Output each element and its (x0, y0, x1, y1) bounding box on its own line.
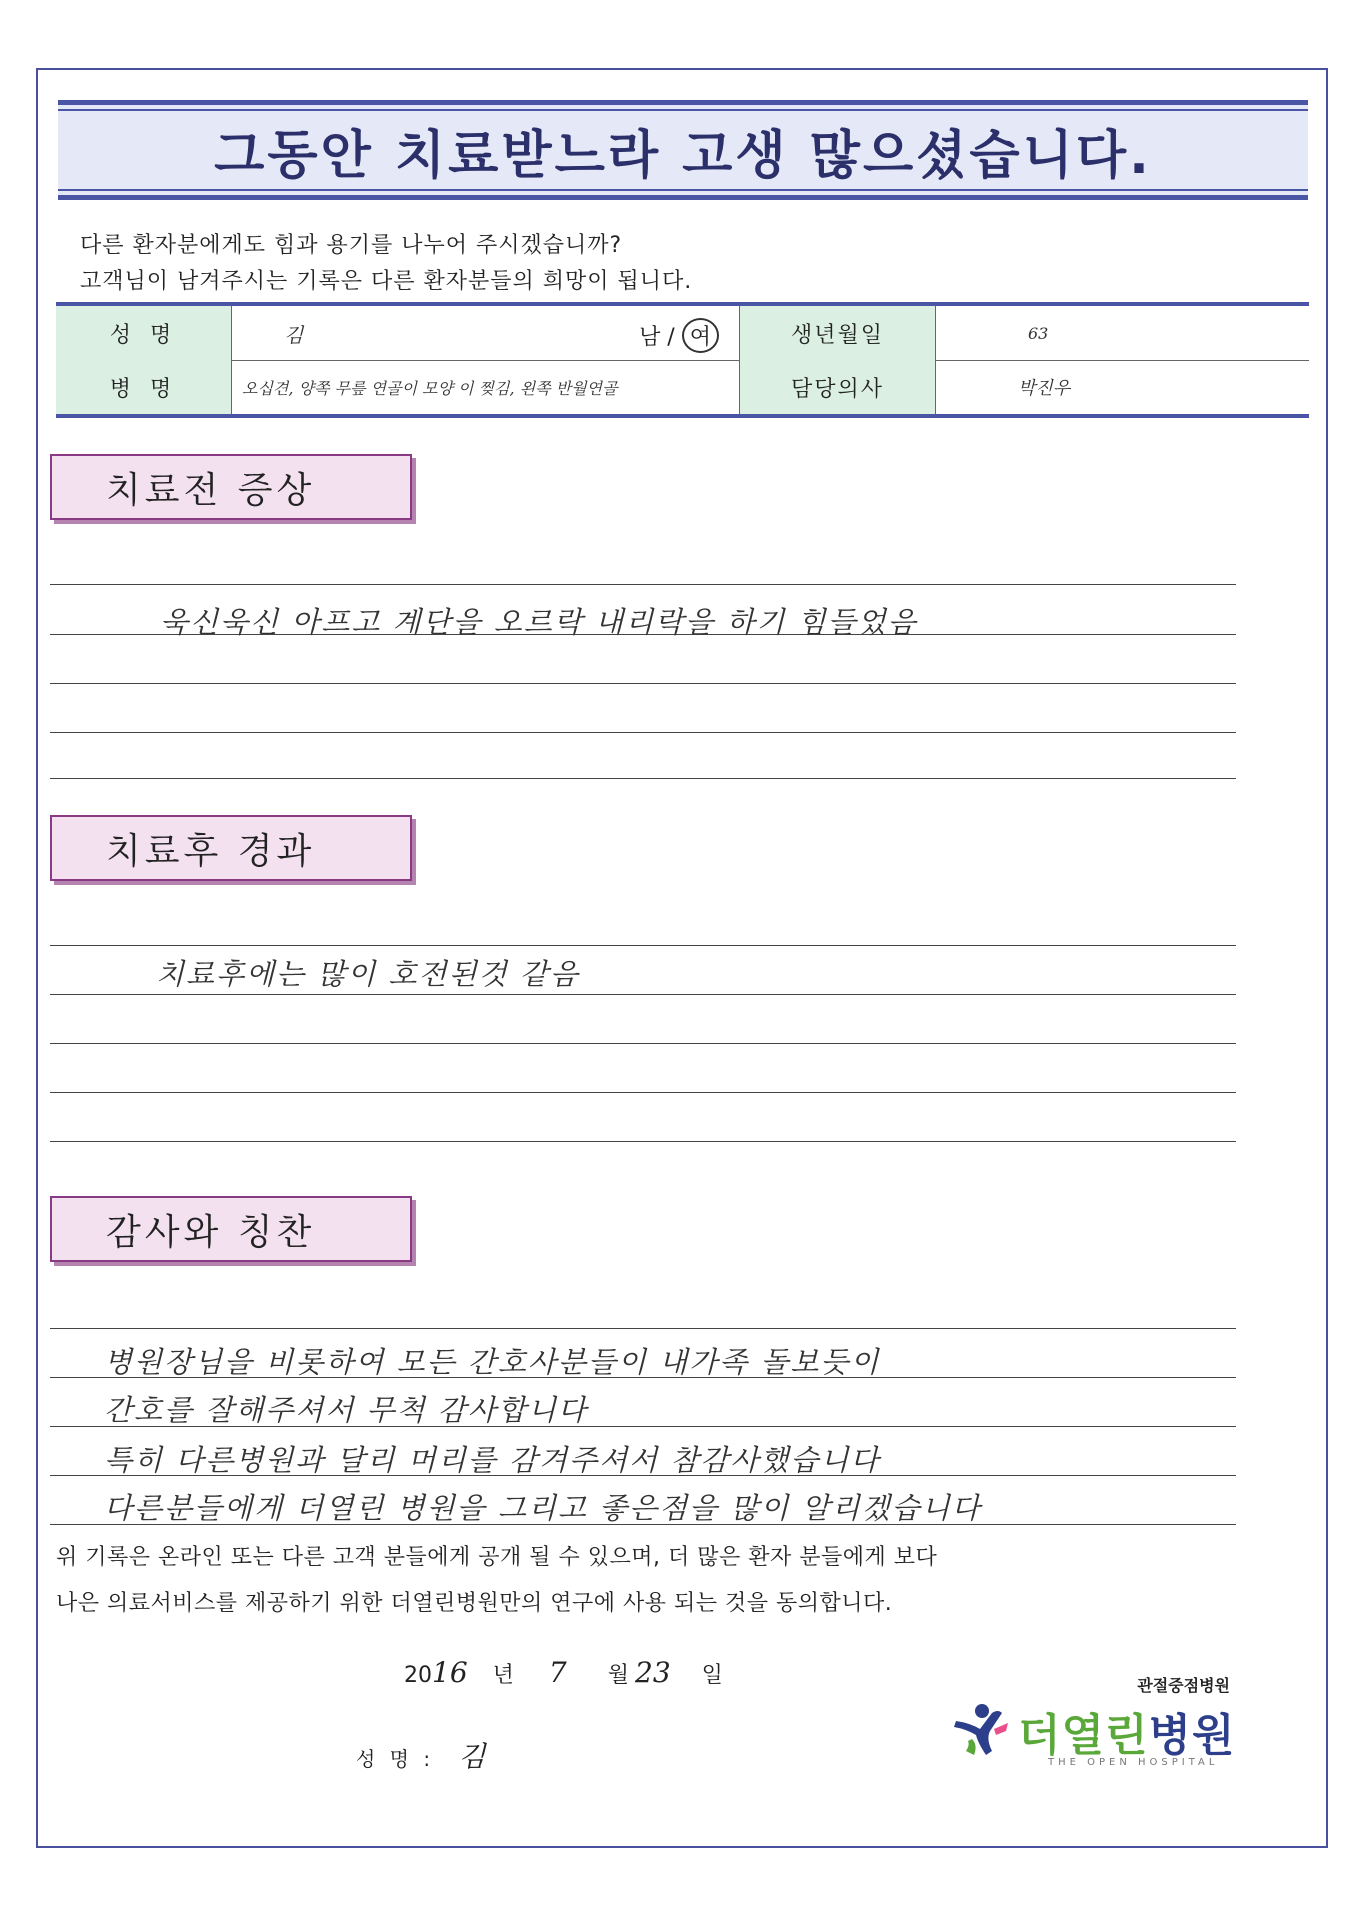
date-line (404, 1656, 723, 1689)
writing-line (50, 945, 1236, 946)
name-label: 성 명 (56, 306, 232, 360)
signature-value[interactable]: 김 (458, 1740, 486, 1773)
writing-line (50, 994, 1236, 995)
writing-line (50, 1328, 1236, 1329)
thanks-line-4[interactable]: 다른분들에게 더열린 병원을 그리고 좋은점을 많이 알리겠습니다 (104, 1491, 982, 1525)
doctor-value: 박진우 (1018, 378, 1071, 399)
writing-line (50, 683, 1236, 684)
signature-line (356, 1735, 486, 1775)
year-prefix: 20 (404, 1663, 432, 1688)
day-value[interactable]: 23 (635, 1656, 671, 1689)
birth-label: 생년월일 (740, 306, 936, 360)
logo-tagline: 관절중점병원 (1137, 1676, 1230, 1695)
gender-field[interactable] (639, 318, 719, 353)
title-banner (58, 100, 1308, 200)
info-row-name (56, 306, 1309, 361)
after-treatment-text[interactable]: 치료후에는 많이 호전된것 같음 (156, 957, 580, 991)
writing-line (50, 1043, 1236, 1044)
name-value: 김 (284, 322, 304, 347)
name-field[interactable] (232, 306, 740, 360)
intro-line-2: 고객님이 남겨주시는 기록은 다른 환자분들의 희망이 됩니다. (80, 269, 693, 294)
year-unit: 년 (492, 1663, 514, 1688)
writing-line (50, 584, 1236, 585)
before-treatment-text[interactable]: 욱신욱신 아프고 계단을 오르락 내리락을 하기 힘들었음 (160, 605, 918, 639)
before-treatment-heading: 치료전 증상 (50, 454, 412, 520)
year-value[interactable]: 16 (432, 1656, 468, 1689)
birth-field[interactable] (936, 306, 1309, 360)
consent-line-1: 위 기록은 온라인 또는 다른 고객 분들에게 공개 될 수 있으며, 더 많은 환자 분들에게 보다 (56, 1545, 938, 1570)
month-unit: 월 (607, 1663, 629, 1688)
writing-line (50, 1141, 1236, 1142)
logo-english: THE OPEN HOSPITAL (1048, 1757, 1219, 1768)
person-star-icon (952, 1699, 1012, 1759)
writing-line (50, 1092, 1236, 1093)
thanks-heading: 감사와 칭찬 (50, 1196, 412, 1262)
logo-wordmark (1018, 1699, 1236, 1763)
thanks-line-2[interactable]: 간호를 잘해주셔서 무척 감사합니다 (104, 1393, 588, 1427)
thanks-line-3[interactable]: 특히 다른병원과 달리 머리를 감겨주셔서 참감사했습니다 (104, 1443, 881, 1477)
disease-value: 오십견, 양쪽 무릎 연골이 모양 이 찢김, 왼쪽 반월연골 (242, 378, 618, 398)
gender-selected: 여 (682, 318, 719, 353)
logo-name-part2: 병원 (1148, 1710, 1236, 1761)
logo-name-part1: 더열린 (1018, 1710, 1149, 1761)
gender-text: 남 / (639, 325, 675, 350)
day-unit: 일 (701, 1663, 723, 1688)
hospital-logo (952, 1673, 1252, 1783)
intro-line-1: 다른 환자분에게도 힘과 용기를 나누어 주시겠습니까? (80, 233, 623, 258)
disease-label: 병 명 (56, 360, 232, 414)
birth-value: 63 (1028, 323, 1049, 343)
info-row-disease (56, 360, 1309, 414)
signature-label: 성 명 : (356, 1747, 435, 1771)
writing-line (50, 732, 1236, 733)
doctor-label: 담당의사 (740, 360, 936, 414)
writing-line (50, 778, 1236, 779)
month-value[interactable]: 7 (548, 1656, 567, 1689)
doctor-field[interactable] (936, 360, 1309, 414)
thanks-line-1[interactable]: 병원장님을 비롯하여 모든 간호사분들이 내가족 돌보듯이 (104, 1345, 881, 1379)
page-title: 그동안 치료받느라 고생 많으셨습니다. (214, 125, 1152, 186)
after-treatment-heading: 치료후 경과 (50, 815, 412, 881)
disease-field[interactable] (232, 360, 740, 414)
patient-info-table (56, 302, 1309, 418)
consent-line-2: 나은 의료서비스를 제공하기 위한 더열린병원만의 연구에 사용 되는 것을 동의합니다. (56, 1591, 893, 1616)
